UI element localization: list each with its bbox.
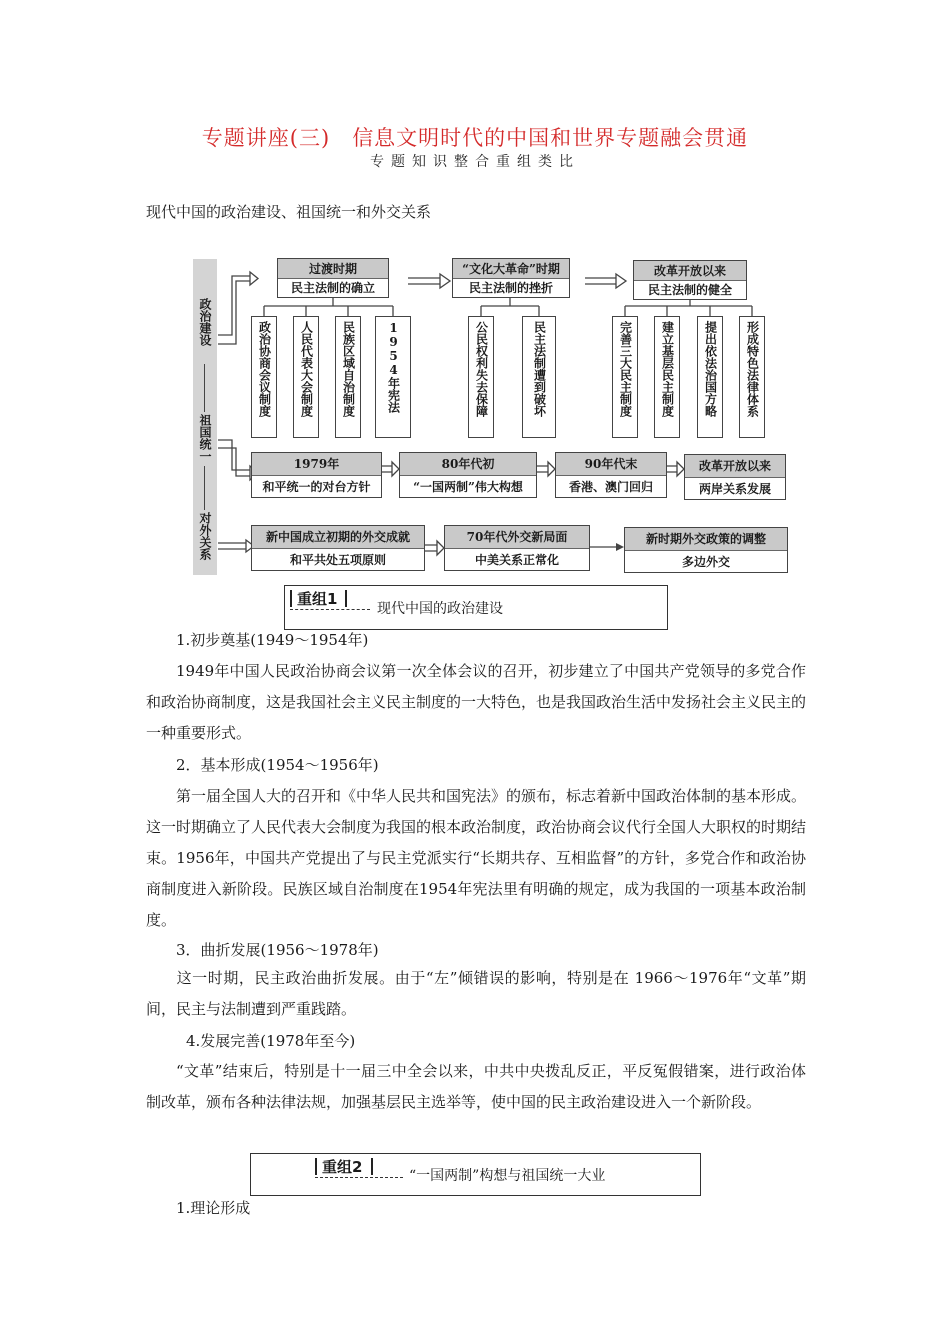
box-heading: 80年代初 [400, 453, 536, 476]
paragraph [146, 963, 806, 1025]
diagram-connectors [0, 0, 950, 600]
box-body: 多边外交 [681, 554, 730, 569]
tag-bar [371, 1158, 373, 1175]
tag-bar [345, 590, 347, 607]
box-body: 香港、澳门回归 [568, 479, 653, 494]
tag-bar [315, 1158, 317, 1175]
reorg-tag: 重组1 [297, 590, 338, 608]
paragraph [146, 781, 806, 936]
paragraph-text: “文革”结束后，特别是十一届三中全会以来，中共中央拨乱反正，平反冤假错案，进行政治体制改革，颁布各种法律法规，加强基层民主选举等，使中国的民主政治建设进入一个新阶段。 [146, 1062, 806, 1111]
box-heading: 改革开放以来 [634, 261, 746, 281]
box-heading: “文化大革命”时期 [453, 259, 569, 279]
item-heading: 2．基本形成(1954～1956年) [176, 756, 379, 774]
unification-box [555, 452, 667, 498]
box-body: 中美关系正常化 [474, 552, 559, 567]
vertical-item: 民主法制遭到破坏 [522, 316, 556, 438]
box-heading: 新中国成立初期的外交成就 [252, 526, 424, 549]
vertical-item: 完善三大民主制度 [612, 316, 638, 438]
box-heading: 改革开放以来 [685, 455, 785, 478]
reorg-title: 现代中国的政治建设 [377, 601, 503, 617]
page-subtitle: 专题知识整合重组类比 [370, 154, 580, 170]
unification-box [251, 452, 382, 498]
box-body: 民主法制的挫折 [468, 281, 553, 296]
unification-box [399, 452, 537, 498]
paragraph [146, 656, 806, 749]
vertical-item: 政治协商会议制度 [251, 316, 277, 438]
box-heading: 90年代末 [556, 453, 666, 476]
box-body: “一国两制”伟大构想 [413, 479, 523, 494]
reorg-title: “一国两制”构想与祖国统一大业 [409, 1168, 606, 1184]
paragraph-text: 1949年中国人民政治协商会议第一次全体会议的召开，初步建立了中国共产党领导的多党合作和政治协商制度，这是我国社会主义民主制度的一大特色，也是我国政治生活中发扬社会主义民主的一种重要形式。 [146, 662, 807, 742]
paragraph-text: 这一时期，民主政治曲折发展。由于“左”倾错误的影响，特别是在 1966～1976年“文革”期间，民主与法制遭到严重践踏。 [146, 969, 806, 1018]
title-part1: 专题讲座(三) [201, 126, 331, 150]
box-body: 两岸关系发展 [698, 481, 771, 496]
foreign-box [251, 525, 425, 571]
vertical-item: 人民代表大会制度 [293, 316, 319, 438]
box-heading: 1979年 [252, 453, 381, 476]
sidebar-divider [204, 364, 205, 412]
box-heading: 过渡时期 [278, 259, 388, 279]
item-heading: 3．曲折发展(1956～1978年) [176, 941, 379, 959]
box-body: 民主法制的确立 [290, 281, 375, 296]
stage-culturalrev-box [452, 258, 570, 298]
reorg-2-header [250, 1153, 701, 1196]
item-heading: 1.理论形成 [176, 1199, 251, 1217]
vertical-item: 建立基层民主制度 [654, 316, 680, 438]
vertical-item: 提出依法治国方略 [697, 316, 723, 438]
stage-reform-box [633, 260, 747, 300]
vertical-item: 1954年宪法 [375, 316, 411, 438]
paragraph [146, 1056, 806, 1118]
box-heading: 70年代外交新局面 [445, 526, 589, 549]
side-label-unification: 祖国统一 [193, 414, 217, 462]
box-body: 民主法制的健全 [647, 283, 732, 298]
vertical-item: 形成特色法律体系 [739, 316, 765, 438]
box-heading: 新时期外交政策的调整 [625, 528, 787, 551]
tag-underline [290, 609, 370, 610]
section-heading: 现代中国的政治建设、祖国统一和外交关系 [146, 203, 432, 221]
sidebar-divider [204, 466, 205, 510]
item-heading: 4.发展完善(1978年至今) [186, 1032, 356, 1050]
side-label-politics: 政治建设 [193, 298, 217, 346]
foreign-box [444, 525, 590, 571]
vertical-item: 公民权利失去保障 [468, 316, 494, 438]
reorg-tag: 重组2 [322, 1158, 363, 1176]
tag-underline [315, 1177, 403, 1178]
reorg-1-header [284, 585, 668, 630]
box-body: 和平共处五项原则 [289, 552, 386, 567]
item-heading: 1.初步奠基(1949～1954年) [176, 631, 369, 649]
foreign-box [624, 527, 788, 573]
unification-box [684, 454, 786, 500]
paragraph-text: 第一届全国人大的召开和《中华人民共和国宪法》的颁布，标志着新中国政治体制的基本形成。这一时期确立了人民代表大会制度为我国的根本政治制度，政治协商会议代行全国人大职权的时期结束。1956年，中国共产党提出了与民主党派实行“长期共存、互相监督”的方针，多党合作和政治协商制度进入新阶段。民族区域自治制度在1954年宪法里有明确的规定，成为我国的一项基本政治制度。 [146, 787, 807, 929]
title-part2: 信息文明时代的中国和世界专题融会贯通 [352, 126, 749, 150]
stage-transition-box [277, 258, 389, 298]
vertical-item: 民族区域自治制度 [335, 316, 361, 438]
box-body: 和平统一的对台方针 [262, 479, 371, 494]
tag-bar [290, 590, 292, 607]
side-label-foreign: 对外关系 [193, 512, 217, 560]
